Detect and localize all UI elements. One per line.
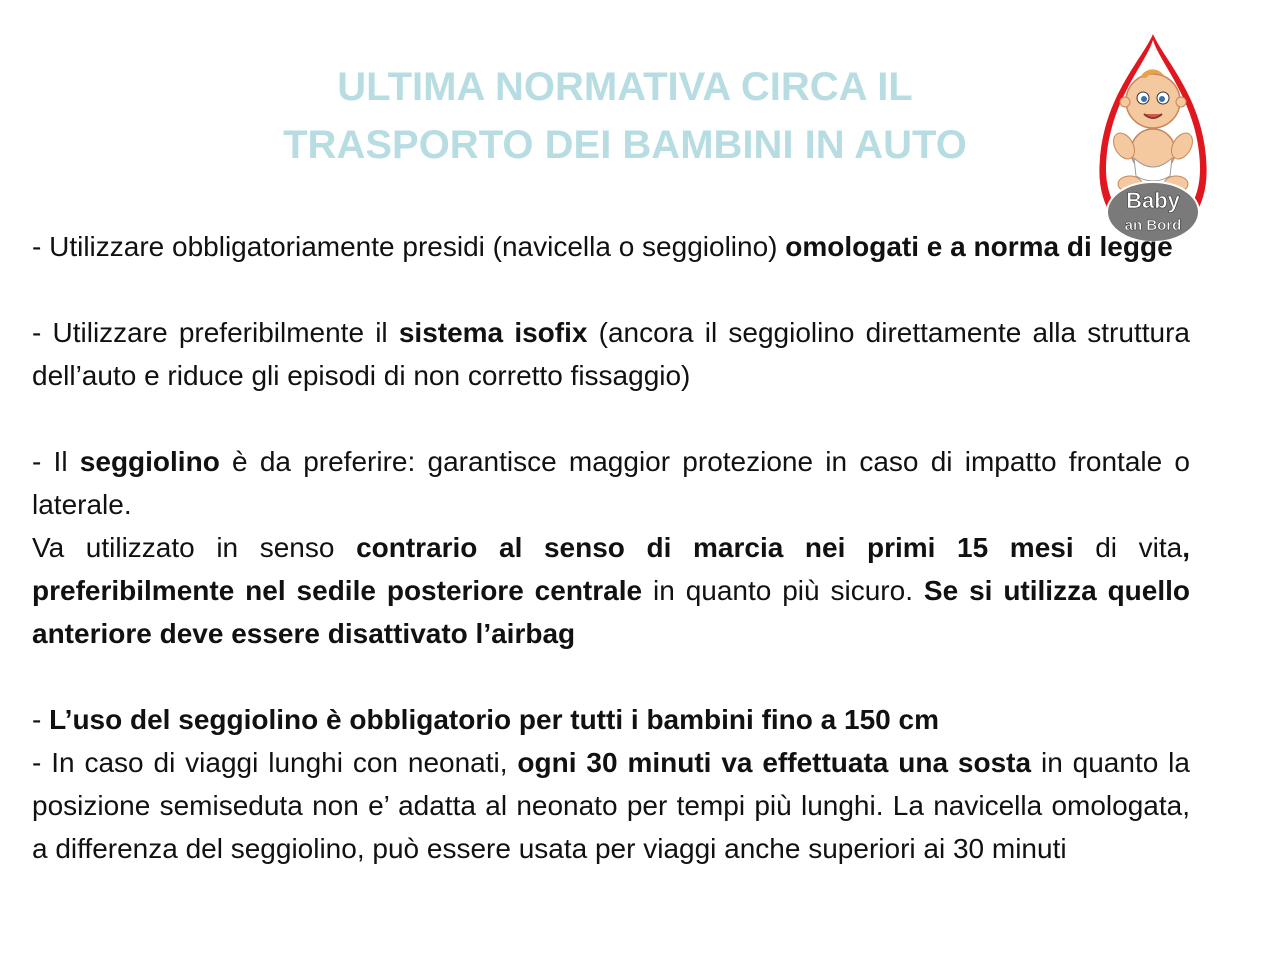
text-run: (ancora il seggiolino direttamente alla struttura dell’auto e riduce gli episodi di non corretto fissaggio) (32, 317, 1190, 391)
content-body (32, 225, 1190, 870)
text-run: è da preferire: garantisce maggior protezione in caso di impatto frontale o laterale. (32, 446, 1190, 520)
paragraph-senso-marcia (32, 526, 1190, 655)
paragraph-isofix (32, 311, 1190, 397)
bold-run: Se si utilizza quello anteriore deve essere disattivato l’airbag (32, 575, 1191, 649)
bold-run: sistema isofix (398, 317, 588, 348)
bold-run: ogni 30 minuti va effettuata una sosta (517, 747, 1032, 778)
text-run: in quanto la posizione semiseduta non e’ adatta al neonato per tempi più lunghi. La navicella omologata, a differenza del seggiolino, può essere usata per viaggi anche superiori ai 30 minuti (32, 747, 1190, 864)
bold-run: omologati e a norma di legge (785, 231, 1173, 262)
baby-on-board-sticker (1092, 26, 1214, 248)
text-run: - Utilizzare preferibilmente il (32, 317, 399, 348)
text-run: Va utilizzato in senso (32, 532, 357, 563)
page-title (180, 58, 1070, 174)
title-line-1: ULTIMA NORMATIVA CIRCA IL (337, 65, 913, 109)
paragraph-viaggi-lunghi (32, 741, 1190, 870)
bold-run: , preferibilmente nel sedile posteriore centrale (32, 532, 1190, 606)
sticker-line-1: Baby (1126, 188, 1180, 213)
text-run: - (32, 704, 50, 735)
paragraph-omologati (32, 225, 1190, 268)
title-line-2: TRASPORTO DEI BAMBINI IN AUTO (283, 123, 967, 167)
paragraph-150cm (32, 698, 1190, 741)
bold-run: contrario al senso di marcia nei primi 15 mesi (356, 532, 1074, 563)
bold-run: L’uso del seggiolino è obbligatorio per tutti i bambini fino a 150 cm (49, 704, 939, 735)
text-run: - In caso di viaggi lunghi con neonati, (32, 747, 518, 778)
text-run: - Il (32, 446, 80, 477)
paragraph-seggiolino (32, 440, 1190, 526)
text-run: in quanto più sicuro. (642, 575, 924, 606)
sticker-line-2: an Bord (1124, 217, 1182, 234)
bold-run: seggiolino (79, 446, 220, 477)
text-run: di vita (1073, 532, 1183, 563)
text-run: - Utilizzare obbligatoriamente presidi (navicella o seggiolino) (32, 231, 786, 262)
